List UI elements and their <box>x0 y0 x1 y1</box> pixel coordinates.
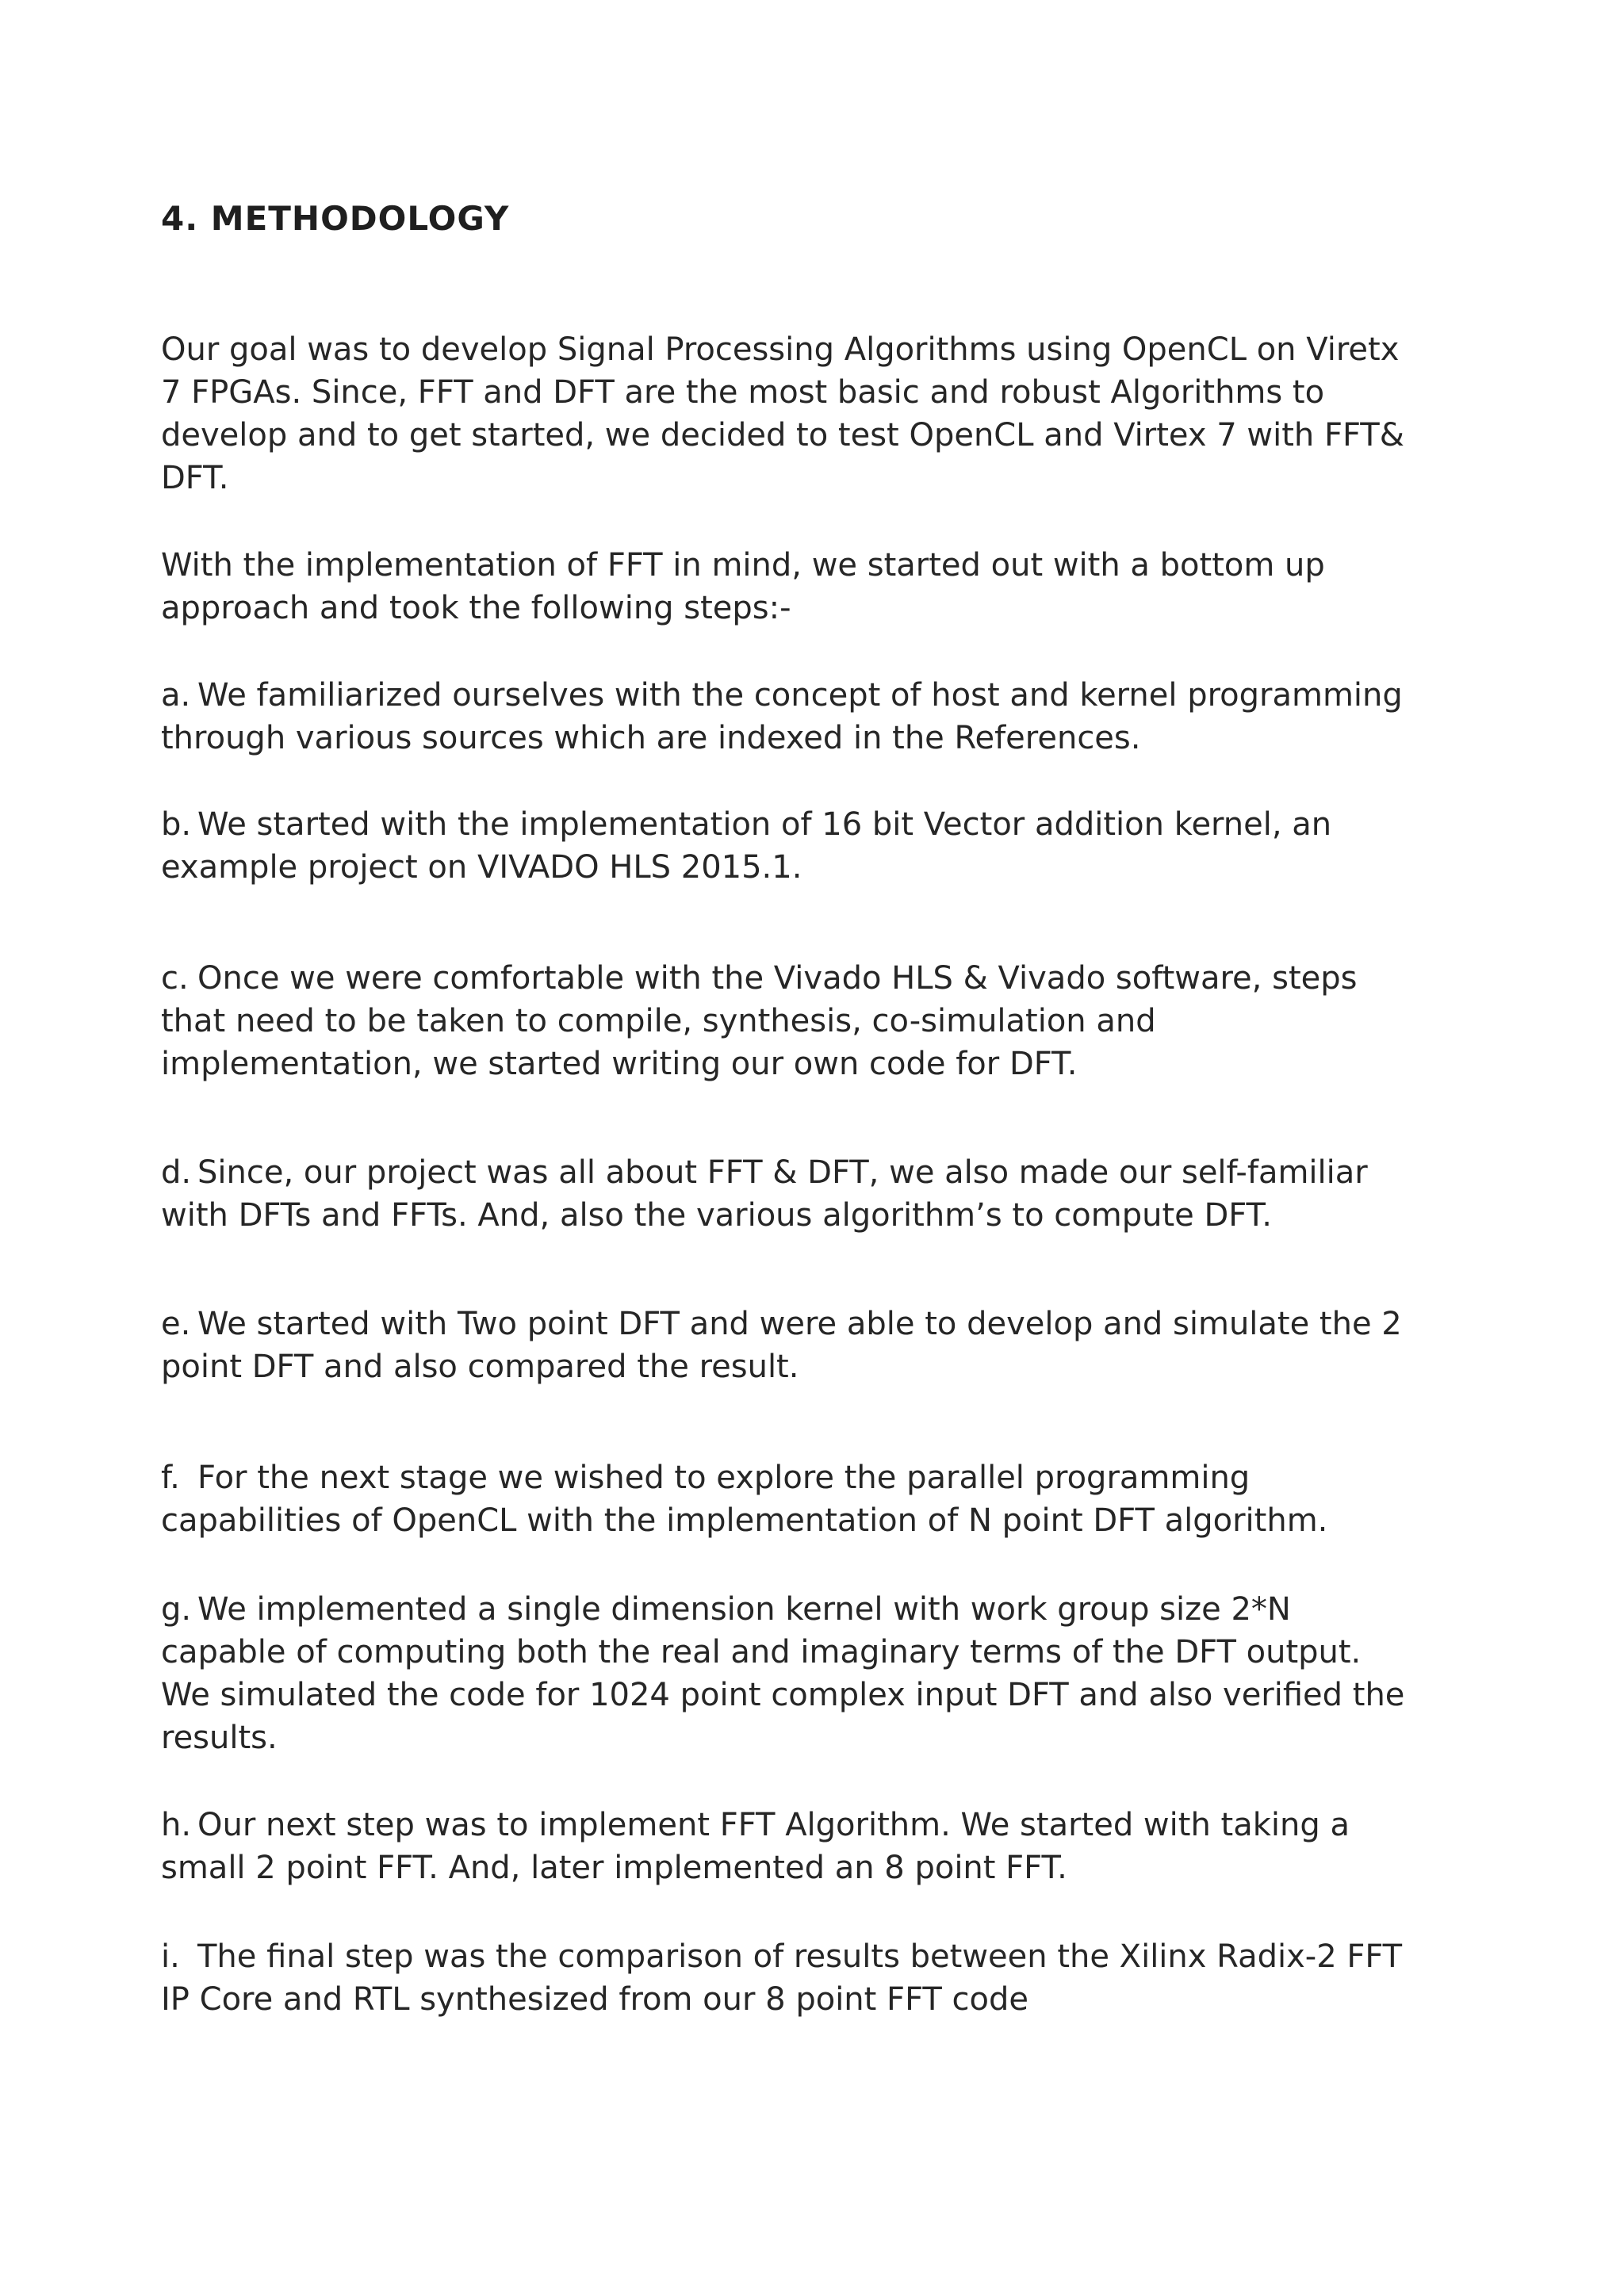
text-line: Once we were comfortable with the Vivado HLS & Vivado software, steps <box>197 960 1358 997</box>
step-b <box>161 803 1493 889</box>
step-marker: d. <box>161 1154 192 1191</box>
step-e <box>161 1303 1493 1388</box>
step-marker: f. <box>161 1460 180 1496</box>
step-marker: e. <box>161 1306 191 1342</box>
text-line: small 2 point FFT. And, later implemented an 8 point FFT. <box>161 1850 1067 1886</box>
text-line: example project on VIVADO HLS 2015.1. <box>161 849 802 886</box>
text-line: point DFT and also compared the result. <box>161 1349 799 1385</box>
text-line: DFT. <box>161 460 229 496</box>
text-line: With the implementation of FFT in mind, we started out with a bottom up <box>161 547 1325 584</box>
text-line: Our next step was to implement FFT Algorithm. We started with taking a <box>197 1807 1350 1843</box>
text-line: 7 FPGAs. Since, FFT and DFT are the most basic and robust Algorithms to <box>161 374 1325 411</box>
intro-paragraph <box>161 328 1493 499</box>
text-line: We started with the implementation of 16 bit Vector addition kernel, an <box>197 806 1332 843</box>
text-line: We familiarized ourselves with the concept of host and kernel programming <box>197 677 1403 714</box>
step-c <box>161 957 1493 1085</box>
step-marker: h. <box>161 1807 192 1843</box>
step-marker: i. <box>161 1938 180 1975</box>
text-line: We started with Two point DFT and were able to develop and simulate the 2 <box>197 1306 1402 1342</box>
text-line: capable of computing both the real and imaginary terms of the DFT output. <box>161 1634 1362 1670</box>
text-line: Our goal was to develop Signal Processing Algorithms using OpenCL on Viretx <box>161 331 1400 368</box>
text-line: results. <box>161 1720 278 1756</box>
text-line: with DFTs and FFTs. And, also the various algorithm’s to compute DFT. <box>161 1197 1272 1234</box>
step-d <box>161 1151 1493 1237</box>
step-i <box>161 1935 1493 2021</box>
step-h <box>161 1804 1493 1889</box>
text-line: approach and took the following steps:- <box>161 590 791 626</box>
step-marker: a. <box>161 677 191 714</box>
text-line: The final step was the comparison of results between the Xilinx Radix-2 FFT <box>197 1938 1403 1975</box>
approach-paragraph <box>161 544 1493 629</box>
text-line: that need to be taken to compile, synthesis, co-simulation and <box>161 1003 1156 1039</box>
text-line: We simulated the code for 1024 point complex input DFT and also verified the <box>161 1677 1405 1713</box>
step-marker: g. <box>161 1591 192 1628</box>
text-line: capabilities of OpenCL with the implementation of N point DFT algorithm. <box>161 1502 1328 1539</box>
step-f <box>161 1456 1493 1542</box>
text-line: develop and to get started, we decided to test OpenCL and Virtex 7 with FFT& <box>161 417 1404 453</box>
text-line: Since, our project was all about FFT & DFT, we also made our self-familiar <box>197 1154 1368 1191</box>
text-line: through various sources which are indexed in the References. <box>161 720 1141 756</box>
text-line: For the next stage we wished to explore the parallel programming <box>197 1460 1251 1496</box>
step-marker: c. <box>161 960 189 997</box>
text-line: We implemented a single dimension kernel with work group size 2*N <box>197 1591 1291 1628</box>
step-a <box>161 674 1493 760</box>
step-marker: b. <box>161 806 192 843</box>
text-line: IP Core and RTL synthesized from our 8 point FFT code <box>161 1981 1028 2018</box>
step-g <box>161 1588 1493 1759</box>
text-line: implementation, we started writing our own code for DFT. <box>161 1046 1078 1082</box>
section-heading: 4. METHODOLOGY <box>161 199 510 238</box>
